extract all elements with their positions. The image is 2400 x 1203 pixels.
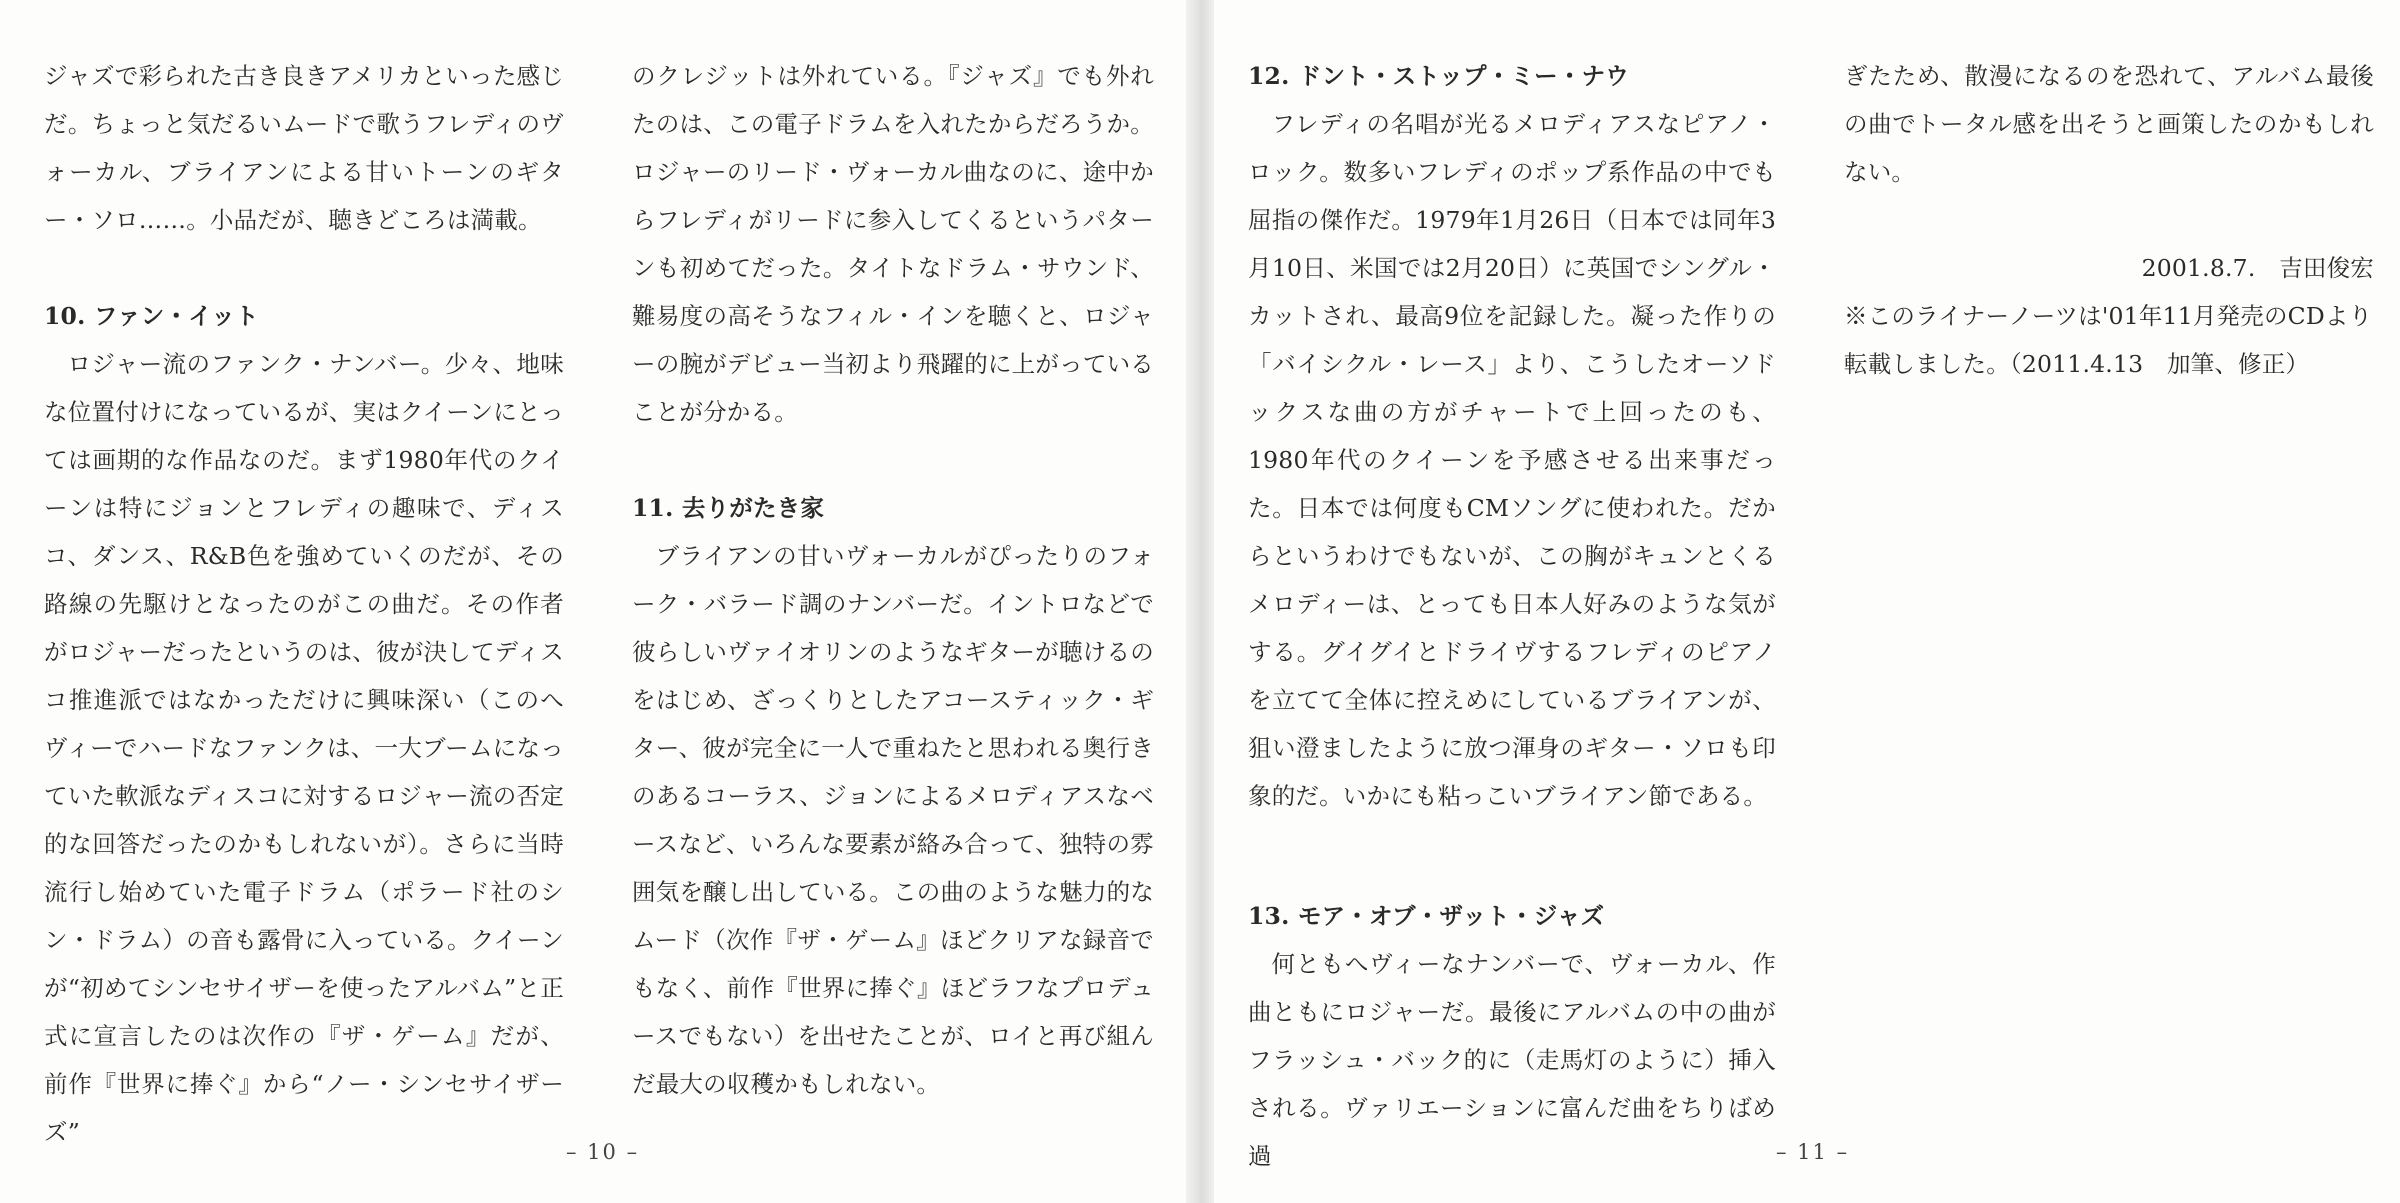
track-10-heading: 10. ファン・イット bbox=[44, 302, 259, 330]
right-page bbox=[1214, 0, 2400, 1203]
track-13-description-continued: ぎたため、散漫になるのを恐れて、アルバム最後の曲でトータル感を出そうと画策したのかもしれない。 bbox=[1844, 62, 2374, 186]
track-10-description: ロジャー流のファンク・ナンバー。少々、地味な位置付けになっているが、実はクイーンにとっては画期的な作品なのだ。まず1980年代のクイーンは特にジョンとフレディの趣味で、ディスコ、ダンス、R&B色を強めていくのだが、その路線の先駆けとなったのがこの曲だ。その作者がロジャーだったというのは、彼が決してディスコ推進派ではなかっただけに興味深い（このへヴィーでハードなファンクは、一大ブームになっていた軟派なディスコに対するロジャー流の否定的な回答だったのかもしれないが）。さらに当時流行し始めていた電子ドラム（ポラード社のシン・ドラム）の音も露骨に入っている。クイーンが“初めてシンセサイザーを使ったアルバム”と正式に宣言したのは次作の『ザ・ゲーム』だが、前作『世界に捧ぐ』から“ノー・シンセサイザーズ” bbox=[44, 350, 564, 1146]
left-page bbox=[0, 0, 1186, 1203]
right-page-column-2 bbox=[1844, 52, 2374, 388]
track-11-description: ブライアンの甘いヴォーカルがぴったりのフォーク・バラード調のナンバーだ。イントロなどで彼らしいヴァイオリンのようなギターが聴けるのをはじめ、ざっくりとしたアコースティック・ギター、彼が完全に一人で重ねたと思われる奥行きのあるコーラス、ジョンによるメロディアスなベースなど、いろんな要素が絡み合って、独特の雰囲気を醸し出している。この曲のような魅力的なムード（次作『ザ・ゲーム』ほどクリアな録音でもなく、前作『世界に捧ぐ』ほどラフなプロデュースでもない）を出せたことが、ロイと再び組んだ最大の収穫かもしれない。 bbox=[632, 542, 1154, 1098]
track-12-description: フレディの名唱が光るメロディアスなピアノ・ロック。数多いフレディのポップ系作品の中でも屈指の傑作だ。1979年1月26日（日本では同年3月10日、米国では2月20日）に英国でシングル・カットされ、最高9位を記録した。凝った作りの「バイシクル・レース」より、こうしたオーソドックスな曲の方がチャートで上回ったのも、1980年代のクイーンを予感させる出来事だった。日本では何度もCMソングに使われた。だからというわけでもないが、この胸がキュンとくるメロディーは、とっても日本人好みのような気がする。グイグイとドライヴするフレディのピアノを立てて全体に控えめにしているブライアンが、狙い澄ましたように放つ渾身のギター・ソロも印象的だ。いかにも粘っこいブライアン節である。 bbox=[1248, 110, 1776, 810]
page-number-10: – 10 – bbox=[566, 1140, 640, 1164]
track-12-heading: 12. ドント・ストップ・ミー・ナウ bbox=[1248, 62, 1629, 90]
paragraph-intro-continued: ジャズで彩られた古き良きアメリカといった感じだ。ちょっと気だるいムードで歌うフレディのヴォーカル、ブライアンによる甘いトーンのギター・ソロ……。小品だが、聴きどころは満載。 bbox=[44, 62, 564, 234]
track-13-description: 何ともへヴィーなナンバーで、ヴォーカル、作曲ともにロジャーだ。最後にアルバムの中の曲がフラッシュ・バック的に（走馬灯のように）挿入される。ヴァリエーションに富んだ曲をちりばめ過 bbox=[1248, 950, 1776, 1170]
track-10-description-continued: のクレジットは外れている。『ジャズ』でも外れたのは、この電子ドラムを入れたからだろうか。ロジャーのリード・ヴォーカル曲なのに、途中からフレディがリードに参入してくるというパターンも初めてだった。タイトなドラム・サウンド、難易度の高そうなフィル・インを聴くと、ロジャーの腕がデビュー当初より飛躍的に上がっていることが分かる。 bbox=[632, 62, 1154, 426]
left-page-column-2 bbox=[632, 52, 1154, 1108]
right-page-column-1 bbox=[1248, 52, 1776, 1180]
book-gutter bbox=[1186, 0, 1214, 1203]
author-signature: 2001.8.7. 吉田俊宏 bbox=[2141, 254, 2374, 282]
track-11-heading: 11. 去りがたき家 bbox=[632, 494, 825, 522]
left-page-column-1 bbox=[44, 52, 564, 1156]
track-13-heading: 13. モア・オブ・ザット・ジャズ bbox=[1248, 902, 1605, 930]
page-number-11: – 11 – bbox=[1776, 1140, 1850, 1164]
reprint-note: ※このライナーノーツは'01年11月発売のCDより転載しました。（2011.4.13 加筆、修正） bbox=[1844, 302, 2373, 378]
